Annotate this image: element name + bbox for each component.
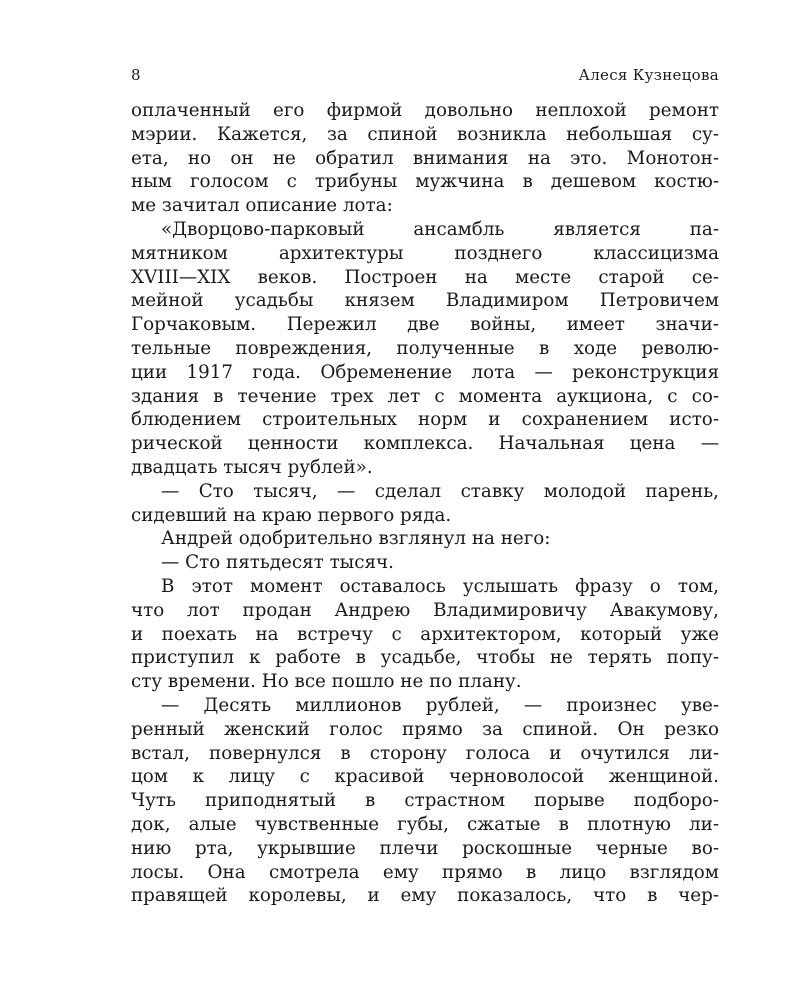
text-line: встал, повернулся в сторону голоса и очутился ли- bbox=[131, 742, 719, 764]
text-line: приступил к работе в усадьбе, чтобы не терять попу- bbox=[131, 647, 719, 669]
text-line: и поехать на встречу с архитектором, который уже bbox=[131, 623, 719, 645]
text-line: Горчаковым. Пережил две войны, имеет значи- bbox=[131, 314, 719, 336]
body-text bbox=[131, 99, 719, 908]
text-line: сидевший на краю первого ряда. bbox=[131, 504, 452, 526]
text-line: Чуть приподнятый в страстном порыве подборо- bbox=[131, 790, 719, 812]
text-line: «Дворцово-парковый ансамбль является па- bbox=[161, 218, 719, 240]
text-line: XVIII—XIX веков. Построен на месте старой се- bbox=[131, 266, 719, 288]
author-name: Алеся Кузнецова bbox=[578, 66, 719, 84]
text-line: мятником архитектуры позднего классицизма bbox=[131, 242, 719, 264]
text-line: — Сто тысяч, — сделал ставку молодой парень, bbox=[161, 480, 719, 502]
text-line: сту времени. Но все пошло не по плану. bbox=[131, 671, 522, 693]
text-line: тельные повреждения, полученные в ходе револю- bbox=[131, 337, 719, 359]
page-number: 8 bbox=[131, 66, 141, 84]
text-line: рической ценности комплекса. Начальная цена — bbox=[131, 433, 719, 455]
text-line: мейной усадьбы князем Владимиром Петровичем bbox=[131, 290, 719, 312]
text-line: лосы. Она смотрела ему прямо в лицо взглядом bbox=[131, 861, 719, 883]
text-line: цом к лицу с красивой черноволосой женщиной. bbox=[131, 766, 719, 788]
text-line: мэрии. Кажется, за спиной возникла небольшая су- bbox=[131, 123, 719, 145]
text-line: что лот продан Андрею Владимировичу Авакумову, bbox=[131, 599, 719, 621]
text-line: ме зачитал описание лота: bbox=[131, 195, 393, 217]
text-line: В этот момент оставалось услышать фразу о том, bbox=[161, 575, 719, 597]
text-line: оплаченный его фирмой довольно неплохой ремонт bbox=[131, 100, 719, 121]
text-line: — Десять миллионов рублей, — произнес уве- bbox=[161, 694, 719, 716]
text-line: двадцать тысяч рублей». bbox=[131, 456, 373, 478]
text-line: — Сто пятьдесят тысяч. bbox=[161, 552, 394, 574]
text-line: Андрей одобрительно взглянул на него: bbox=[161, 528, 551, 550]
running-head bbox=[131, 66, 719, 88]
text-line: здания в течение трех лет с момента аукциона, с со- bbox=[131, 385, 719, 407]
text-line: ренный женский голос прямо за спиной. Он резко bbox=[131, 718, 719, 740]
text-line: ета, но он не обратил внимания на это. Монотон- bbox=[131, 147, 719, 169]
text-line: док, алые чувственные губы, сжатые в плотную ли- bbox=[131, 813, 719, 835]
text-line: ным голосом с трибуны мужчина в дешевом костю- bbox=[131, 171, 719, 193]
text-line: ции 1917 года. Обременение лота — реконструкция bbox=[131, 361, 719, 383]
text-line: блюдением строительных норм и сохранением исто- bbox=[131, 409, 719, 431]
text-line: правящей королевы, и ему показалось, что в чер- bbox=[131, 885, 719, 907]
text-line: нию рта, укрывшие плечи роскошные черные во- bbox=[131, 837, 719, 859]
